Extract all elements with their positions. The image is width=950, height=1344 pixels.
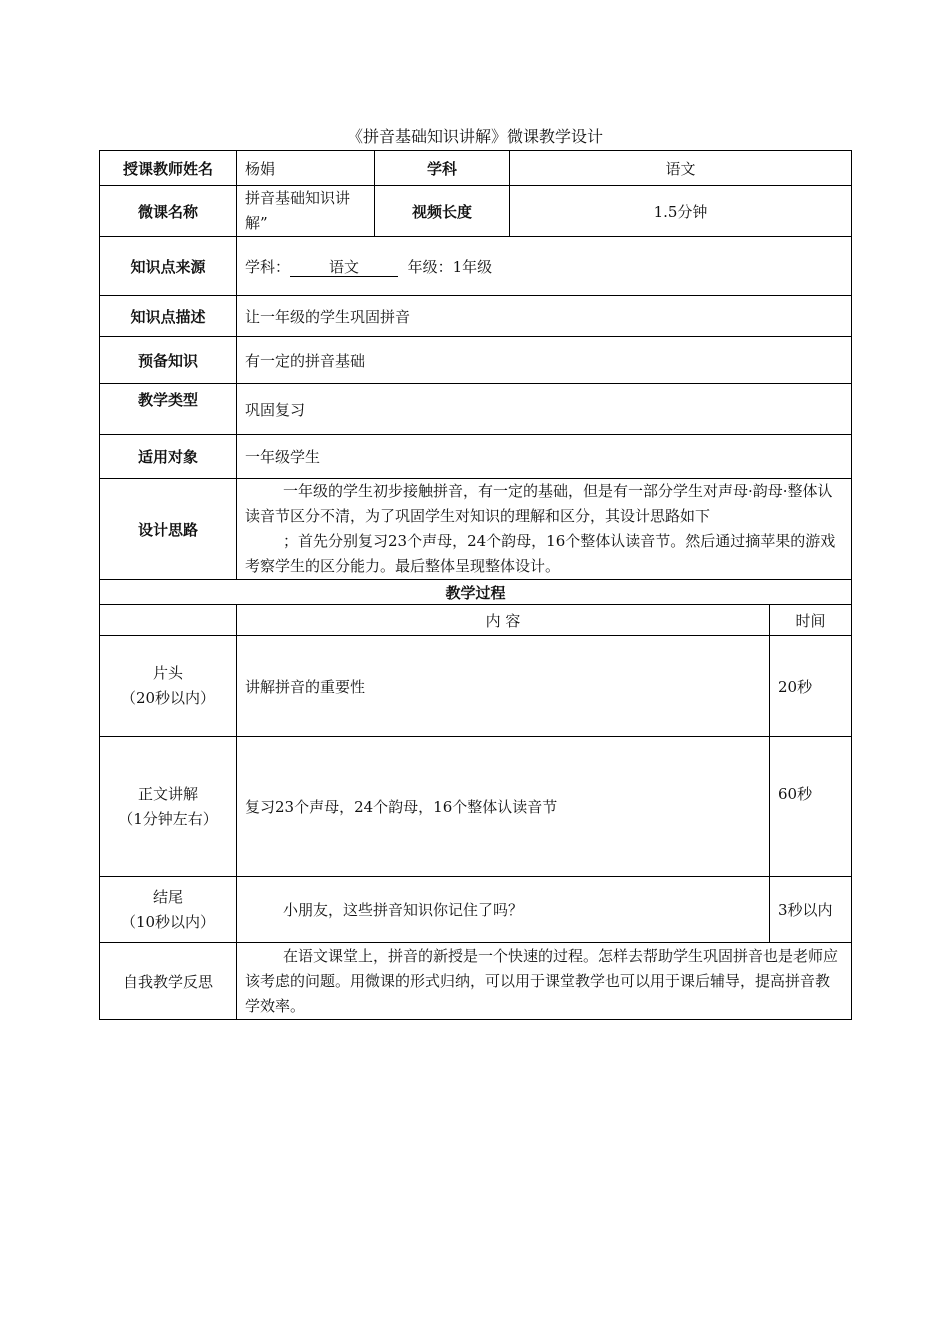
audience-value: 一年级学生 — [237, 435, 852, 479]
process-header-time: 时间 — [770, 605, 852, 636]
design-paragraph-2: ；首先分别复习23个声母，24个韵母，16个整体认读音节。然后通过摘苹果的游戏考察学生的区分能力。最后整体呈现整体设计。 — [245, 532, 836, 575]
teacher-value: 杨娟 — [237, 151, 375, 186]
course-row — [100, 186, 852, 237]
process-header-stage — [100, 605, 237, 636]
desc-value: 让一年级的学生巩固拼音 — [237, 296, 852, 337]
prereq-value: 有一定的拼音基础 — [237, 337, 852, 384]
design-paragraph-1: 一年级的学生初步接触拼音，有一定的基础，但是有一部分学生对声母·韵母·整体认读音节区分不清，为了巩固学生对知识的理解和区分，其设计思路如下 — [245, 482, 833, 525]
document-title: 《拼音基础知识讲解》微课教学设计 — [346, 127, 603, 146]
course-name-value: 拼音基础知识讲解” — [237, 186, 375, 237]
source-subject-prefix: 学科： — [245, 257, 291, 276]
stage-name: 结尾 — [152, 887, 183, 906]
source-grade: 年级：1年级 — [407, 257, 493, 276]
source-row — [100, 237, 852, 296]
reflection-label: 自我教学反思 — [100, 943, 237, 1020]
type-label: 教学类型 — [100, 384, 237, 435]
subject-value: 语文 — [510, 151, 852, 186]
desc-label: 知识点描述 — [100, 296, 237, 337]
process-time: 60秒 — [770, 737, 852, 877]
process-content: 复习23个声母，24个韵母，16个整体认读音节 — [237, 737, 770, 877]
process-time: 20秒 — [770, 636, 852, 737]
process-heading-row — [100, 580, 852, 605]
process-row — [100, 737, 852, 877]
duration-label: 视频长度 — [375, 186, 510, 237]
process-stage-cell — [100, 737, 237, 877]
design-label: 设计思路 — [100, 479, 237, 580]
lesson-design-table — [99, 150, 852, 1020]
subject-label: 学科 — [375, 151, 510, 186]
source-subject: 语文 — [290, 258, 398, 277]
teacher-label: 授课教师姓名 — [100, 151, 237, 186]
audience-label: 适用对象 — [100, 435, 237, 479]
design-value — [237, 479, 852, 580]
prereq-row — [100, 337, 852, 384]
process-stage-cell — [100, 636, 237, 737]
audience-row — [100, 435, 852, 479]
process-time: 3秒以内 — [770, 877, 852, 943]
teacher-row — [100, 151, 852, 186]
process-content: 讲解拼音的重要性 — [237, 636, 770, 737]
desc-row — [100, 296, 852, 337]
process-header-content: 内 容 — [237, 605, 770, 636]
stage-name: 正文讲解 — [137, 784, 198, 803]
stage-note: （1分钟左右） — [118, 809, 218, 828]
stage-name: 片头 — [152, 664, 183, 682]
design-row — [100, 479, 852, 580]
reflection-row — [100, 943, 852, 1020]
stage-note: （20秒以内） — [120, 689, 216, 707]
course-name-label: 微课名称 — [100, 186, 237, 237]
process-content: 小朋友，这些拼音知识你记住了吗？ — [237, 877, 770, 943]
process-row — [100, 877, 852, 943]
source-value — [237, 237, 852, 296]
process-header-row — [100, 605, 852, 636]
type-value: 巩固复习 — [237, 384, 852, 435]
prereq-label: 预备知识 — [100, 337, 237, 384]
process-stage-cell — [100, 877, 237, 943]
stage-note: （10秒以内） — [120, 912, 216, 931]
duration-value: 1.5分钟 — [510, 186, 852, 237]
reflection-text: 在语文课堂上，拼音的新授是一个快速的过程。怎样去帮助学生巩固拼音也是老师应该考虑的问题。用微课的形式归纳，可以用于课堂教学也可以用于课后辅导，提高拼音教学效率。 — [237, 943, 852, 1020]
type-row — [100, 384, 852, 435]
process-row — [100, 636, 852, 737]
source-label: 知识点来源 — [100, 237, 237, 296]
process-heading: 教学过程 — [100, 580, 852, 605]
